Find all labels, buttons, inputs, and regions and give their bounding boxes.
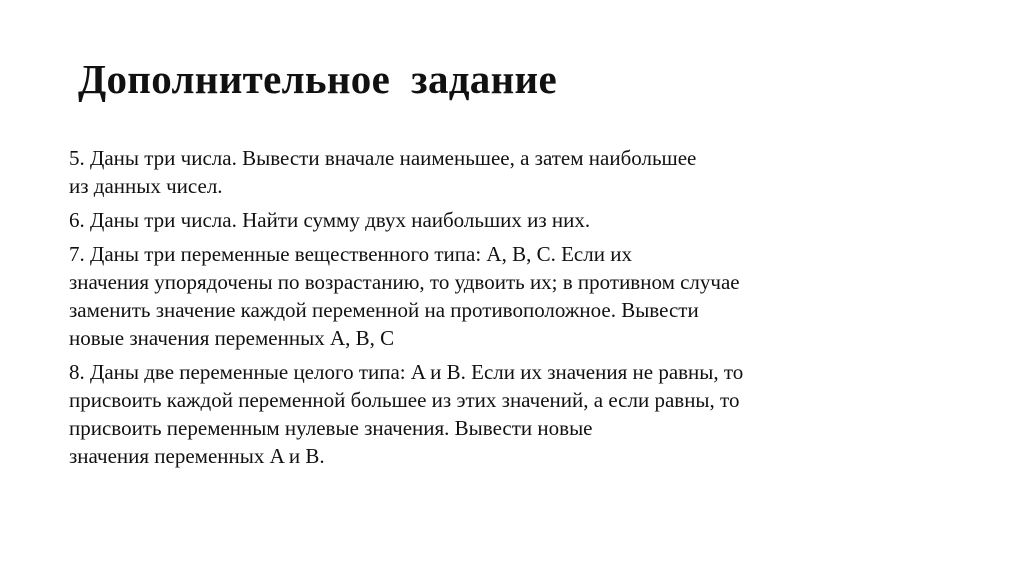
task-list [69, 144, 969, 476]
task-item-5 [69, 144, 969, 200]
task-line: новые значения переменных A, B, C [69, 326, 395, 350]
task-line: заменить значение каждой переменной на противоположное. Вывести [69, 298, 699, 322]
task-item-6 [69, 206, 969, 234]
task-item-8 [69, 358, 969, 470]
task-line: 8. Даны две переменные целого типа: A и B. Если их значения не равны, то [69, 360, 744, 384]
task-line: значения упорядочены по возрастанию, то удвоить их; в противном случае [69, 270, 740, 294]
slide-title: Дополнительное задание [78, 56, 557, 102]
task-line: 7. Даны три переменные вещественного типа: A, B, C. Если их [69, 242, 632, 266]
task-line: 6. Даны три числа. Найти сумму двух наибольших из них. [69, 208, 591, 232]
task-line: 5. Даны три числа. Вывести вначале наименьшее, а затем наибольшее [69, 146, 697, 170]
task-line: значения переменных A и B. [69, 444, 325, 468]
task-line: присвоить каждой переменной большее из этих значений, а если равны, то [69, 388, 740, 412]
task-line: присвоить переменным нулевые значения. Вывести новые [69, 416, 593, 440]
task-line: из данных чисел. [69, 174, 223, 198]
task-item-7 [69, 240, 969, 352]
